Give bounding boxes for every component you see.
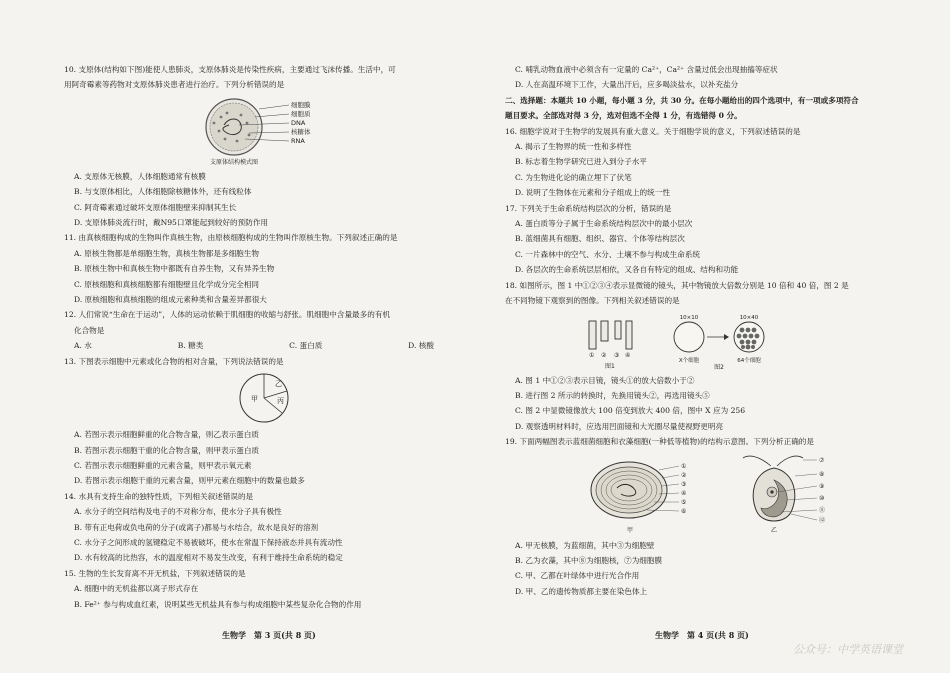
q12-option-b: B. 糖类	[177, 341, 204, 351]
q19-option-c: C. 甲、乙都在叶绿体中进行光合作用	[515, 571, 640, 581]
q11-stem: 11. 由真核细胞构成的生物叫作真核生物，由原核细胞构成的生物叫作原核生物。下列叙述正确的是	[64, 233, 398, 243]
label-ribosome: 核糖体	[291, 127, 311, 136]
question-17	[505, 201, 913, 278]
q13-option-d: D. 若图示表示细胞干重的元素含量，则甲元素在细胞中的数量也最多	[74, 476, 305, 486]
q16-option-b: B. 标志着生物学研究已进入到分子水平	[515, 157, 647, 167]
cells-label-left: X个细胞	[678, 357, 700, 364]
q11-option-a: A. 原核生物都是单细胞生物，真核生物都是多细胞生物	[74, 248, 259, 258]
q16-stem: 16. 细胞学说对于生物学的发展具有重大意义。关于细胞学说的意义，下列叙述错误的是	[505, 126, 801, 136]
q13-option-b: B. 若图示表示细胞干重的化合物含量，则甲表示蛋白质	[74, 445, 260, 455]
fig-a-num-4: ④	[681, 489, 687, 497]
fig-b-num-12: ⑫	[819, 516, 826, 524]
q13-pie-figure	[64, 371, 464, 425]
q15-option-a: A. 细胞中的无机盐都以离子形式存在	[74, 584, 199, 594]
page-footer-right: 生物学 第 4 页(共 8 页)	[655, 630, 749, 640]
pie-chart	[229, 371, 299, 425]
q15-option-c: C. 哺乳动物血液中必须含有一定量的 Ca²⁺，Ca²⁺ 含量过低会出现抽搐等症状	[515, 65, 778, 74]
question-18	[505, 278, 913, 434]
label-rna: RNA	[291, 136, 305, 145]
q10-option-c: C. 阿奇霉素通过破坏支原体细胞壁来抑制其生长	[74, 202, 237, 212]
q19-option-b: B. 乙为衣藻，其中⑧为细胞核，⑦为细胞膜	[515, 555, 663, 565]
q18-option-a: A. 图 1 中①②③表示目镜，镜头①的放大倍数小于②	[515, 375, 695, 385]
q16-option-a: A. 揭示了生物界的统一性和多样性	[515, 142, 632, 152]
q11-option-b: B. 原核生物中和真核生物中都既有自养生物，又有异养生物	[74, 264, 275, 274]
question-19	[505, 434, 913, 599]
q16-option-d: D. 说明了生物体在元素和分子组成上的统一性	[515, 188, 670, 198]
q11-option-c: C. 原核细胞和真核细胞都有细胞壁且化学成分完全相同	[74, 279, 260, 289]
lens-label-3: ③	[614, 351, 620, 359]
q14-option-c: C. 水分子之间形成的氢键稳定不易被破坏，使水在常温下保持液态并具有流动性	[74, 537, 343, 547]
question-11	[64, 230, 464, 307]
lens-label-4: ④	[625, 351, 631, 359]
fig1-caption: 图1	[605, 362, 615, 370]
q19-option-a: A. 甲无核膜，为蓝细菌，其中③为细胞壁	[515, 540, 655, 550]
q15-stem: 15. 生物的生长发育离不开无机盐，下列叙述错误的是	[64, 568, 246, 578]
q15-option-b: B. Fe²⁺ 参与构成血红素，说明某些无机盐具有参与构成细胞中某些复杂化合物的作用	[74, 599, 362, 609]
microscope-diagram	[579, 311, 839, 371]
label-cytoplasm: 细胞质	[291, 109, 311, 118]
cells-label-right: 64个细胞	[737, 357, 761, 364]
question-14	[64, 489, 464, 566]
fig-a-num-1: ①	[681, 462, 687, 470]
fig-a-num-6: ⑥	[681, 507, 687, 515]
q15-option-d: D. 人在高温环境下工作，大量出汗后，应多喝淡盐水，以补充盐分	[515, 80, 739, 90]
q18-stem-line2: 在不同物镜下观察到的图像。下列相关叙述错误的是	[505, 296, 680, 306]
label-dna: DNA	[291, 118, 306, 127]
q14-option-d: D. 水有较高的比热容，水的温度相对不易发生改变，有利于维持生命系统的稳定	[74, 553, 343, 563]
q14-option-b: B. 带有正电荷或负电荷的分子(或离子)都易与水结合，故水是良好的溶剂	[74, 522, 319, 532]
q12-stem-line1: 12. 人们常说“生命在于运动”，人体的运动依赖于肌细胞的收缩与舒张。肌细胞中含量最多的有机	[64, 310, 390, 320]
q12-options	[64, 338, 464, 353]
q10-stem-line2: 用阿奇霉素等药物对支原体肺炎患者进行治疗。下列分析错误的是	[64, 80, 285, 90]
fig-a-caption: 甲	[627, 526, 634, 534]
question-12	[64, 307, 464, 353]
question-16	[505, 124, 913, 201]
pie-label-yi: 乙	[275, 380, 282, 389]
q10-option-a: A. 支原体无核膜，人体细胞通常有核膜	[74, 171, 206, 181]
q10-option-b: B. 与支原体相比，人体细胞除核糖体外，还有线粒体	[74, 187, 252, 197]
mag-label-left: 10×10	[679, 314, 699, 321]
q18-option-c: C. 图 2 中显微镜像放大 100 倍变到放大 400 倍，图中 X 应为 256	[515, 406, 746, 416]
mycoplasma-caption: 支原体结构模式图	[209, 158, 259, 166]
q17-option-d: D. 各层次的生命系统层层相依，又各自有特定的组成、结构和功能	[515, 265, 739, 275]
section-2-heading-line2: 题目要求。全部选对得 3 分，选对但选不全得 1 分，有选错得 0 分。	[505, 111, 742, 121]
q13-option-a: A. 若图示表示细胞鲜重的化合物含量，则乙表示蛋白质	[74, 430, 259, 440]
fig-a-num-5: ⑤	[681, 498, 687, 506]
lens-label-2: ②	[601, 351, 607, 359]
fig-b-caption: 乙	[771, 526, 778, 534]
pie-label-bing: 丙	[277, 397, 284, 406]
q14-stem: 14. 水具有支持生命的独特性质，下列相关叙述错误的是	[64, 491, 254, 501]
q18-stem-line1: 18. 如图所示，图 1 中①②③④表示显微镜的镜头，其中物镜放大倍数分别是 10 倍和 40 倍，图 2 是	[505, 280, 849, 290]
q10-stem-line1: 10. 支原体(结构如下图)能使人患肺炎，支原体肺炎是传染性疾病，主要通过飞沫传播。生活中，可	[64, 65, 396, 74]
pie-label-jia: 甲	[251, 395, 258, 404]
label-membrane: 细胞膜	[291, 100, 311, 109]
q18-option-b: B. 进行图 2 所示的转换时，先换用镜头②，再选用镜头⑤	[515, 390, 710, 400]
question-10	[64, 62, 464, 230]
mag-label-right: 10×40	[739, 314, 759, 321]
q10-option-d: D. 支原体肺炎流行时，戴N95口罩能起到较好的预防作用	[74, 218, 269, 228]
q17-option-a: A. 蛋白质等分子属于生命系统结构层次中的最小层次	[515, 219, 693, 229]
q11-option-d: D. 原核细胞和真核细胞的组成元素种类和含量差异都很大	[74, 295, 267, 305]
q13-stem: 13. 下图表示细胞中元素或化合物的相对含量，下列说法错误的是	[64, 356, 284, 366]
question-13	[64, 354, 464, 489]
fig2-caption: 图2	[714, 363, 724, 371]
section-2-heading-line1: 二、选择题：本题共 10 小题，每小题 3 分，共 30 分。在每小题给出的四个选项中，有一项或多项符合	[505, 95, 859, 105]
fig-b-num-11: ⑪	[819, 506, 826, 514]
fig-b-num-7: ⑦	[819, 456, 825, 464]
page-footer-left: 生物学 第 3 页(共 8 页)	[222, 630, 316, 640]
q12-stem-line2: 化合物是	[74, 325, 105, 335]
q14-option-a: A. 水分子的空间结构及电子的不对称分布，使水分子具有极性	[74, 507, 282, 517]
q17-stem: 17. 下列关于生命系统结构层次的分析，错误的是	[505, 203, 672, 213]
q19-stem: 19. 下面两幅图表示蓝细菌细胞和衣藻细胞(一种低等植物)的结构示意图。下列分析正确的是	[505, 437, 814, 447]
watermark: 公众号：中学英语课堂	[793, 643, 903, 656]
cyanobacteria-chlamydomonas-diagram	[559, 452, 859, 536]
left-page	[64, 62, 464, 612]
fig-b-num-9: ⑨	[819, 482, 825, 490]
q12-option-c: C. 蛋白质	[289, 341, 323, 351]
q18-option-d: D. 观察透明材料时，应选用凹面镜和大光圈尽量使视野更明亮	[515, 421, 724, 431]
q16-option-c: C. 为生物进化论的确立埋下了伏笔	[515, 172, 632, 182]
question-15	[64, 566, 464, 612]
mycoplasma-diagram	[179, 95, 349, 167]
microscope-figure	[505, 311, 913, 371]
q12-option-a: A. 水	[74, 341, 92, 351]
q12-option-d: D. 核酸	[408, 341, 434, 351]
fig-b-num-10: ⑩	[819, 494, 825, 502]
fig-a-num-2: ②	[681, 471, 687, 479]
cell-figures	[505, 452, 913, 536]
q17-option-c: C. 一片森林中的空气、水分、土壤不参与构成生命系统	[515, 249, 701, 259]
right-page	[505, 62, 913, 599]
q19-option-d: D. 甲、乙的遗传物质都主要在染色体上	[515, 586, 648, 596]
mycoplasma-figure	[64, 95, 464, 167]
fig-a-num-3: ③	[681, 480, 687, 488]
q17-option-b: B. 蓝细菌具有细胞、组织、器官、个体等结构层次	[515, 234, 685, 244]
q13-option-c: C. 若图示表示细胞鲜重的元素含量，则甲表示氧元素	[74, 460, 252, 470]
lens-label-1: ①	[589, 351, 595, 359]
fig-b-num-8: ⑧	[819, 470, 825, 478]
